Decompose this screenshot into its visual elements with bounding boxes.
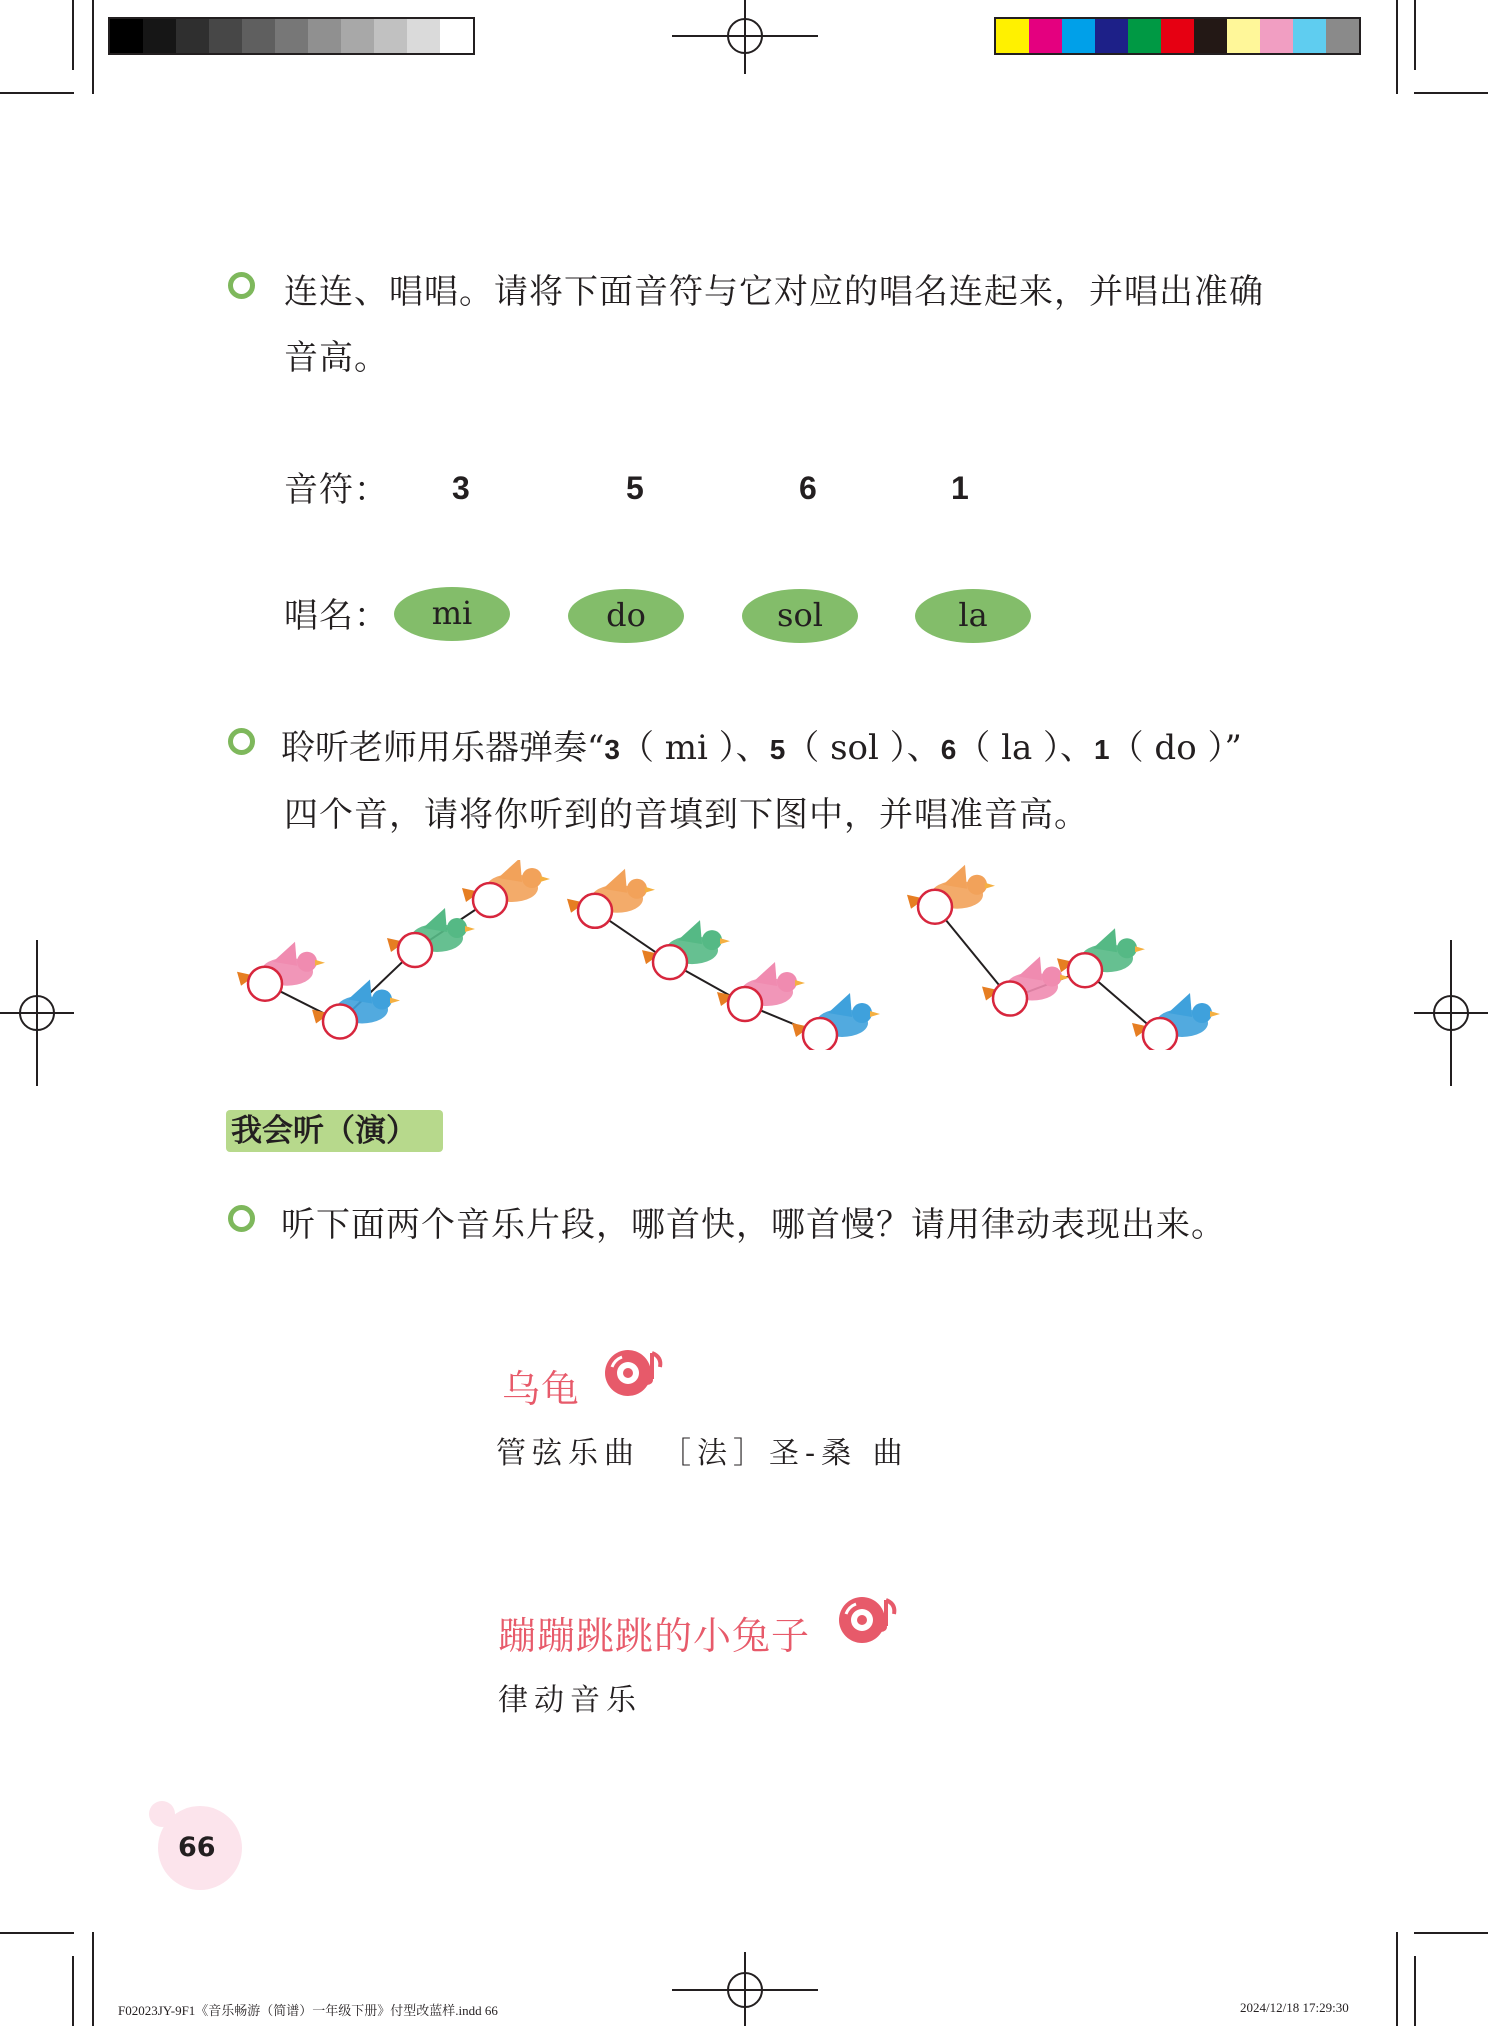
color-swatch	[1062, 19, 1095, 53]
crop-mark	[0, 1932, 74, 1934]
section2-prefix: 聆听老师用乐器弹奏“	[281, 728, 605, 768]
color-swatch	[275, 19, 308, 53]
color-swatch	[242, 19, 275, 53]
solfege-pill-la[interactable]: la	[915, 589, 1031, 643]
answer-circle[interactable]	[578, 894, 612, 928]
color-swatch	[110, 19, 143, 53]
crop-mark	[1396, 0, 1398, 94]
crop-mark	[72, 1956, 74, 2026]
color-swatch	[341, 19, 374, 53]
page-number: 66	[178, 1832, 216, 1863]
color-swatch	[1293, 19, 1326, 53]
song2-subtitle: 律动音乐	[498, 1683, 642, 1718]
print-slug-right: 2024/12/18 17:29:30	[1240, 2000, 1349, 2015]
registration-target-icon	[0, 940, 74, 1086]
section1-instruction-line1: 连连、唱唱。请将下面音符与它对应的唱名连起来，并唱出准确	[284, 272, 1264, 312]
process-color-bar	[994, 17, 1361, 55]
song2-title: 蹦蹦跳跳的小兔子	[498, 1614, 811, 1658]
crop-mark	[92, 1932, 94, 2026]
answer-circle[interactable]	[728, 987, 762, 1021]
answer-circle[interactable]	[653, 945, 687, 979]
crop-mark	[72, 0, 74, 70]
answer-circle[interactable]	[323, 1005, 357, 1039]
answer-circle[interactable]	[398, 933, 432, 967]
color-swatch	[1227, 19, 1260, 53]
song1-subtitle: 管弦乐曲 ［法］圣-桑 曲	[496, 1436, 909, 1471]
color-swatch	[1194, 19, 1227, 53]
color-swatch	[176, 19, 209, 53]
section-bullet-icon	[228, 1205, 255, 1232]
color-swatch	[374, 19, 407, 53]
answer-circle[interactable]	[1143, 1018, 1177, 1050]
note-5: 5	[769, 734, 786, 765]
section2-instruction-line1	[281, 720, 1242, 769]
solfege-la: （ la ）、	[956, 728, 1095, 768]
section2-instruction-line2: 四个音，请将你听到的音填到下图中，并唱准音高。	[284, 795, 1089, 835]
crop-mark	[1396, 1932, 1398, 2026]
answer-circle[interactable]	[1068, 953, 1102, 987]
color-swatch	[407, 19, 440, 53]
answer-circle[interactable]	[803, 1018, 837, 1050]
answer-circle[interactable]	[993, 982, 1027, 1016]
note-5: 5	[626, 470, 644, 506]
crop-mark	[1414, 92, 1488, 94]
answer-circle[interactable]	[918, 890, 952, 924]
solfege-pill-do[interactable]: do	[568, 589, 684, 643]
color-swatch	[1161, 19, 1194, 53]
crop-mark	[1414, 0, 1416, 70]
crop-mark	[1414, 1932, 1488, 1934]
note-3: 3	[452, 470, 470, 506]
birds-pitch-illustration	[230, 860, 1260, 1050]
song1-title: 乌龟	[502, 1367, 581, 1411]
note-3: 3	[604, 734, 620, 765]
color-swatch	[1326, 19, 1359, 53]
section-tag-listen-perform: 我会听（演）	[226, 1110, 443, 1152]
audio-disc-icon[interactable]	[836, 1592, 900, 1646]
solfege-pill-sol[interactable]: sol	[742, 589, 858, 643]
crop-mark	[92, 0, 94, 94]
note-6: 6	[799, 470, 817, 506]
registration-target-icon	[672, 0, 818, 74]
solfege-pill-mi[interactable]: mi	[394, 587, 510, 641]
registration-target-icon	[672, 1952, 818, 2026]
solfege-do: （ do ）”	[1109, 728, 1242, 768]
solfege-mi: （ mi ）、	[619, 728, 770, 768]
section3-instruction: 听下面两个音乐片段，哪首快，哪首慢？请用律动表现出来。	[281, 1205, 1226, 1245]
color-swatch	[996, 19, 1029, 53]
grayscale-color-bar	[108, 17, 475, 55]
color-swatch	[143, 19, 176, 53]
answer-circle[interactable]	[473, 883, 507, 917]
color-swatch	[1095, 19, 1128, 53]
answer-circle[interactable]	[248, 967, 282, 1001]
section-bullet-icon	[228, 728, 255, 755]
crop-mark	[0, 92, 74, 94]
color-swatch	[308, 19, 341, 53]
note-6: 6	[940, 734, 957, 765]
section1-instruction-line2: 音高。	[284, 338, 389, 378]
crop-mark	[1414, 1956, 1416, 2026]
audio-disc-icon[interactable]	[602, 1345, 666, 1399]
print-slug-left: F02023JY-9F1《音乐畅游（简谱）一年级下册》付型改蓝样.indd 66	[118, 2003, 498, 2018]
color-swatch	[440, 19, 473, 53]
names-label: 唱名：	[284, 596, 389, 636]
color-swatch	[1260, 19, 1293, 53]
notes-label: 音符：	[284, 470, 389, 510]
solfege-sol: （ sol ）、	[785, 728, 941, 768]
section-bullet-icon	[228, 272, 255, 299]
note-1: 1	[1094, 734, 1110, 765]
color-swatch	[1128, 19, 1161, 53]
color-swatch	[1029, 19, 1062, 53]
registration-target-icon	[1414, 940, 1488, 1086]
color-swatch	[209, 19, 242, 53]
note-1: 1	[951, 470, 969, 506]
